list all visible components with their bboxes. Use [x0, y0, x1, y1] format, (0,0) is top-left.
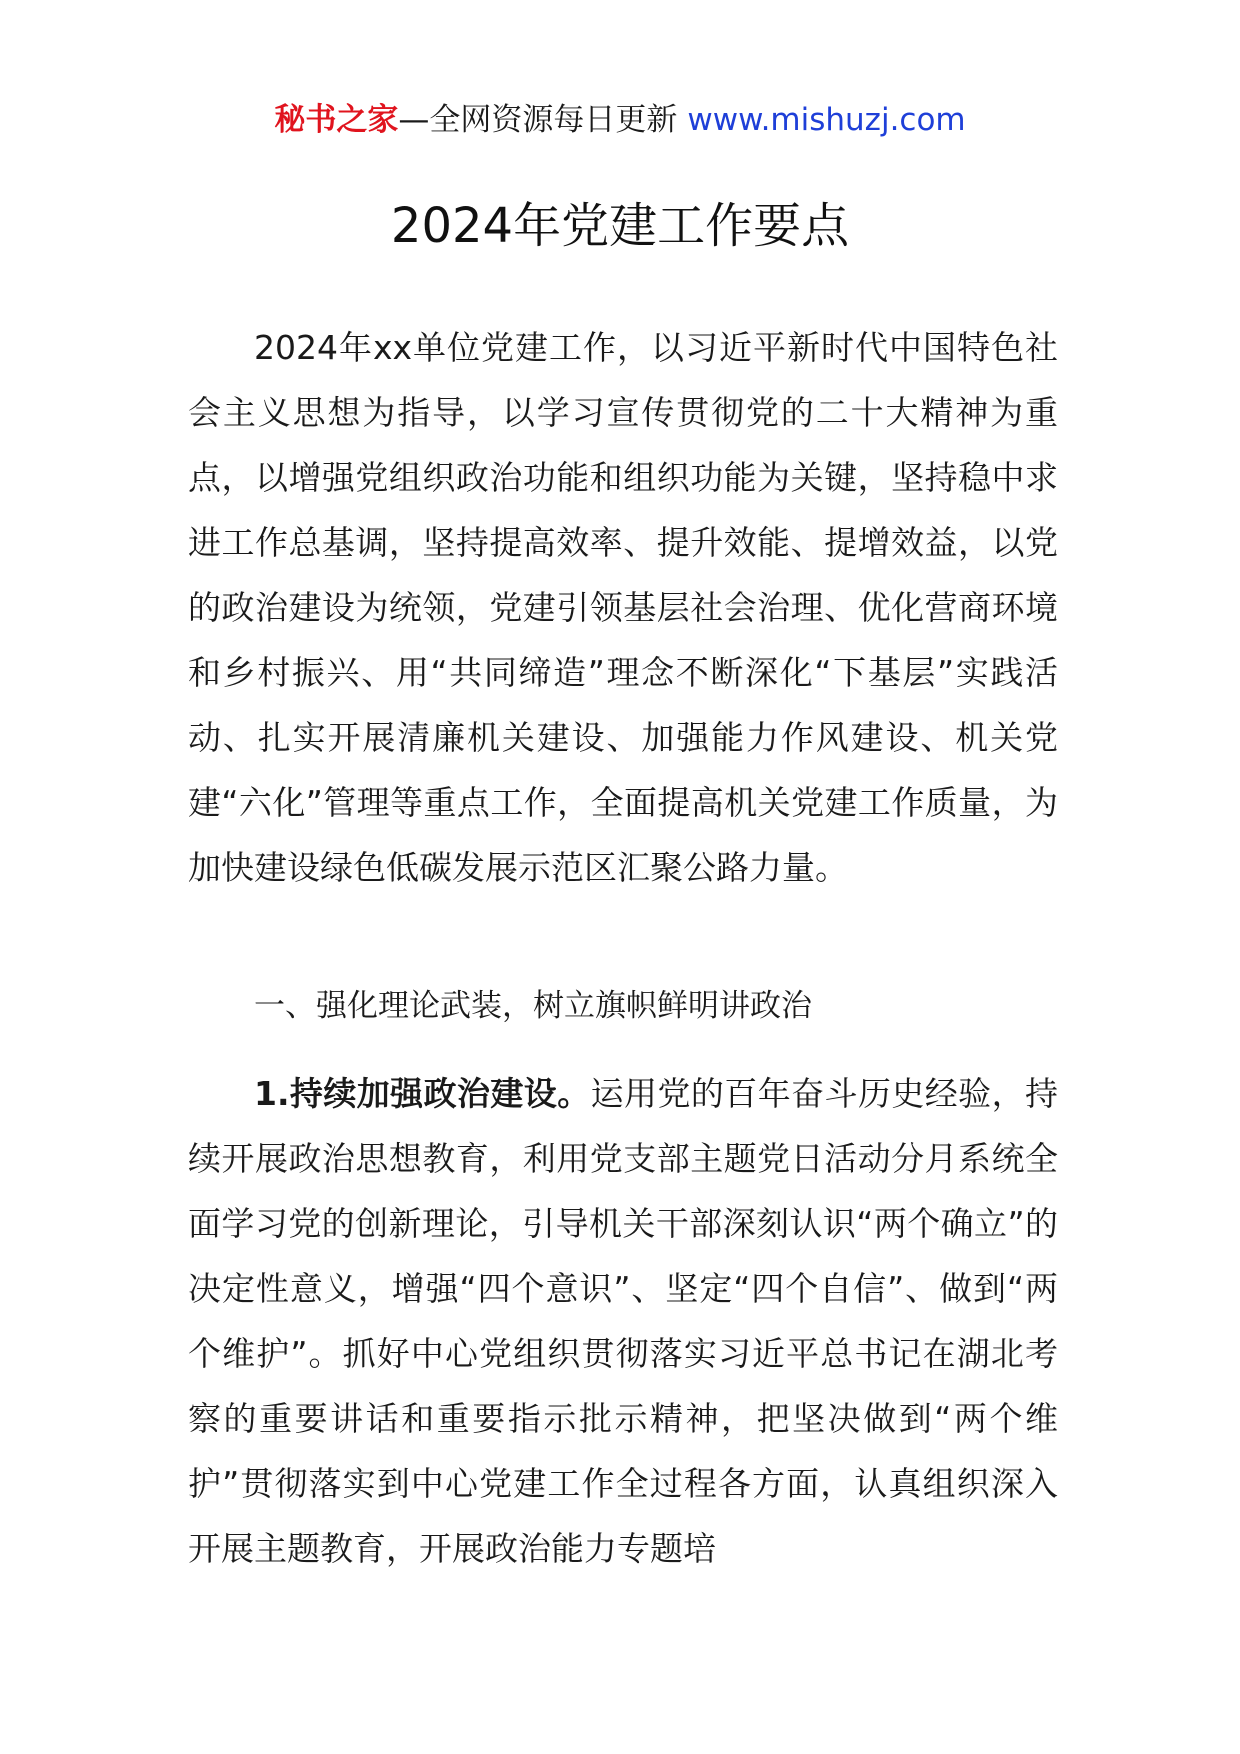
item-one-paragraph [188, 1061, 1058, 1681]
intro-paragraph: 2024年xx单位党建工作，以习近平新时代中国特色社会主义思想为指导，以学习宣传贯彻党的二十大精神为重点，以增强党组织政治功能和组织功能为关键，坚持稳中求进工作总基调，坚持提高效率、提升效能、提增效益，以党的政治建设为统领，党建引领基层社会治理、优化营商环境和乡村振兴、用“共同缔造”理念不断深化“下基层”实践活动、扎实开展清廉机关建设、加强能力作风建设、机关党建“六化”管理等重点工作，全面提高机关党建工作质量，为加快建设绿色低碳发展示范区汇聚公路力量。 [188, 328, 1058, 887]
section-heading-one: 一、强化理论武装，树立旗帜鲜明讲政治 [254, 988, 812, 1024]
document-title: 2024年党建工作要点 [390, 198, 850, 254]
item-one-lead: 1.持续加强政治建设。 [254, 1074, 591, 1113]
item-one-text: 运用党的百年奋斗历史经验，持续开展政治思想教育，利用党支部主题党日活动分月系统全面学习党的创新理论，引导机关干部深刻认识“两个确立”的决定性意义，增强“四个意识”、坚定“四个自信”、做到“两个维护”。抓好中心党组织贯彻落实习近平总书记在湖北考察的重要讲话和重要指示批示精神，把坚决做到“两个维护”贯彻落实到中心党建工作全过程各方面，认真组织深入开展主题教育，开展政治能力专题培 [188, 1074, 1058, 1568]
brand-name: 秘书之家 [274, 102, 399, 138]
site-url-link[interactable]: www.mishuzj.com [687, 102, 966, 138]
site-header [0, 100, 1240, 140]
header-tagline: —全网资源每日更新 [398, 102, 678, 138]
